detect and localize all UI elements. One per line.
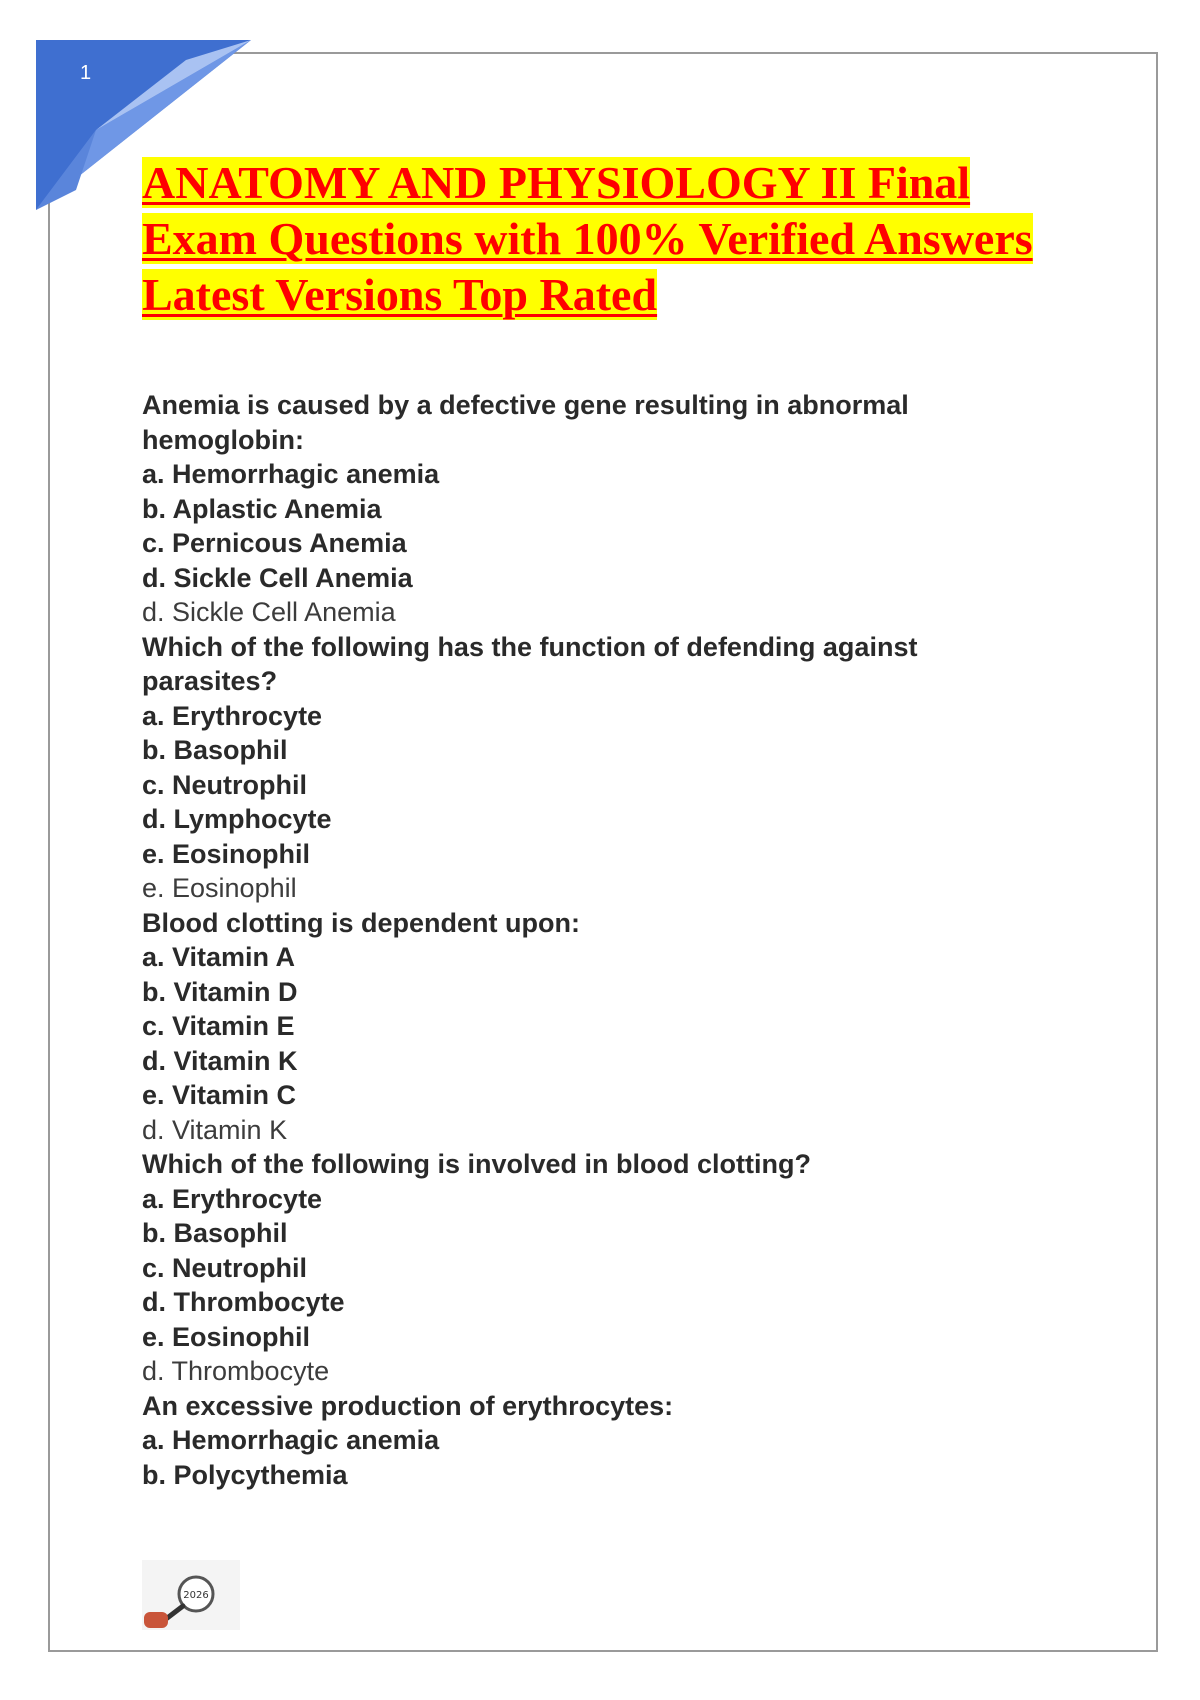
answer-option: d. Lymphocyte	[142, 804, 332, 834]
answer-option: a. Hemorrhagic anemia	[142, 459, 440, 489]
questions-list	[142, 388, 982, 1492]
question-text: Anemia is caused by a defective gene resulting in abnormal hemoglobin:	[142, 390, 909, 455]
answer-option: c. Neutrophil	[142, 1252, 308, 1283]
answer-option: c. Vitamin E	[142, 1011, 295, 1041]
answer-option: a. Vitamin A	[142, 942, 296, 972]
correct-answer: d. Vitamin K	[142, 1114, 288, 1145]
question-block	[142, 906, 982, 1148]
question-text: Which of the following has the function of defending against parasites?	[142, 631, 918, 696]
answer-option: c. Pernicous Anemia	[142, 528, 407, 558]
document-title-text: ANATOMY AND PHYSIOLOGY II Final Exam Questions with 100% Verified Answers Latest Versions Top Rated	[142, 157, 1033, 320]
answer-option: e. Eosinophil	[142, 1321, 311, 1352]
answer-option: e. Vitamin C	[142, 1080, 297, 1110]
question-block	[142, 388, 982, 630]
question-block	[142, 630, 982, 906]
correct-answer: d. Sickle Cell Anemia	[142, 597, 396, 627]
correct-answer: e. Eosinophil	[142, 873, 297, 903]
answer-option: d. Vitamin K	[142, 1045, 298, 1076]
answer-option: b. Basophil	[142, 1218, 288, 1248]
answer-option: e. Eosinophil	[142, 838, 311, 869]
logo-magnifier-icon	[142, 1560, 240, 1630]
answer-option: a. Erythrocyte	[142, 1183, 323, 1214]
question-text: Blood clotting is dependent upon:	[142, 907, 580, 938]
question-block	[142, 1147, 982, 1389]
answer-option: b. Aplastic Anemia	[142, 493, 382, 524]
page-number: 1	[80, 62, 92, 84]
answer-option: b. Basophil	[142, 735, 288, 765]
logo-year-text: 2026	[183, 1590, 209, 1601]
answer-option: c. Neutrophil	[142, 769, 308, 800]
answer-option: d. Sickle Cell Anemia	[142, 562, 413, 593]
correct-answer: d. Thrombocyte	[142, 1356, 330, 1386]
question-block	[142, 1389, 982, 1493]
answer-option: a. Hemorrhagic anemia	[142, 1425, 440, 1455]
answer-option: b. Polycythemia	[142, 1459, 348, 1490]
question-text: An excessive production of erythrocytes:	[142, 1390, 674, 1421]
question-text: Which of the following is involved in blood clotting?	[142, 1149, 811, 1179]
answer-option: a. Erythrocyte	[142, 700, 323, 731]
answer-option: b. Vitamin D	[142, 976, 298, 1007]
document-title	[142, 155, 1082, 323]
answer-option: d. Thrombocyte	[142, 1287, 345, 1317]
